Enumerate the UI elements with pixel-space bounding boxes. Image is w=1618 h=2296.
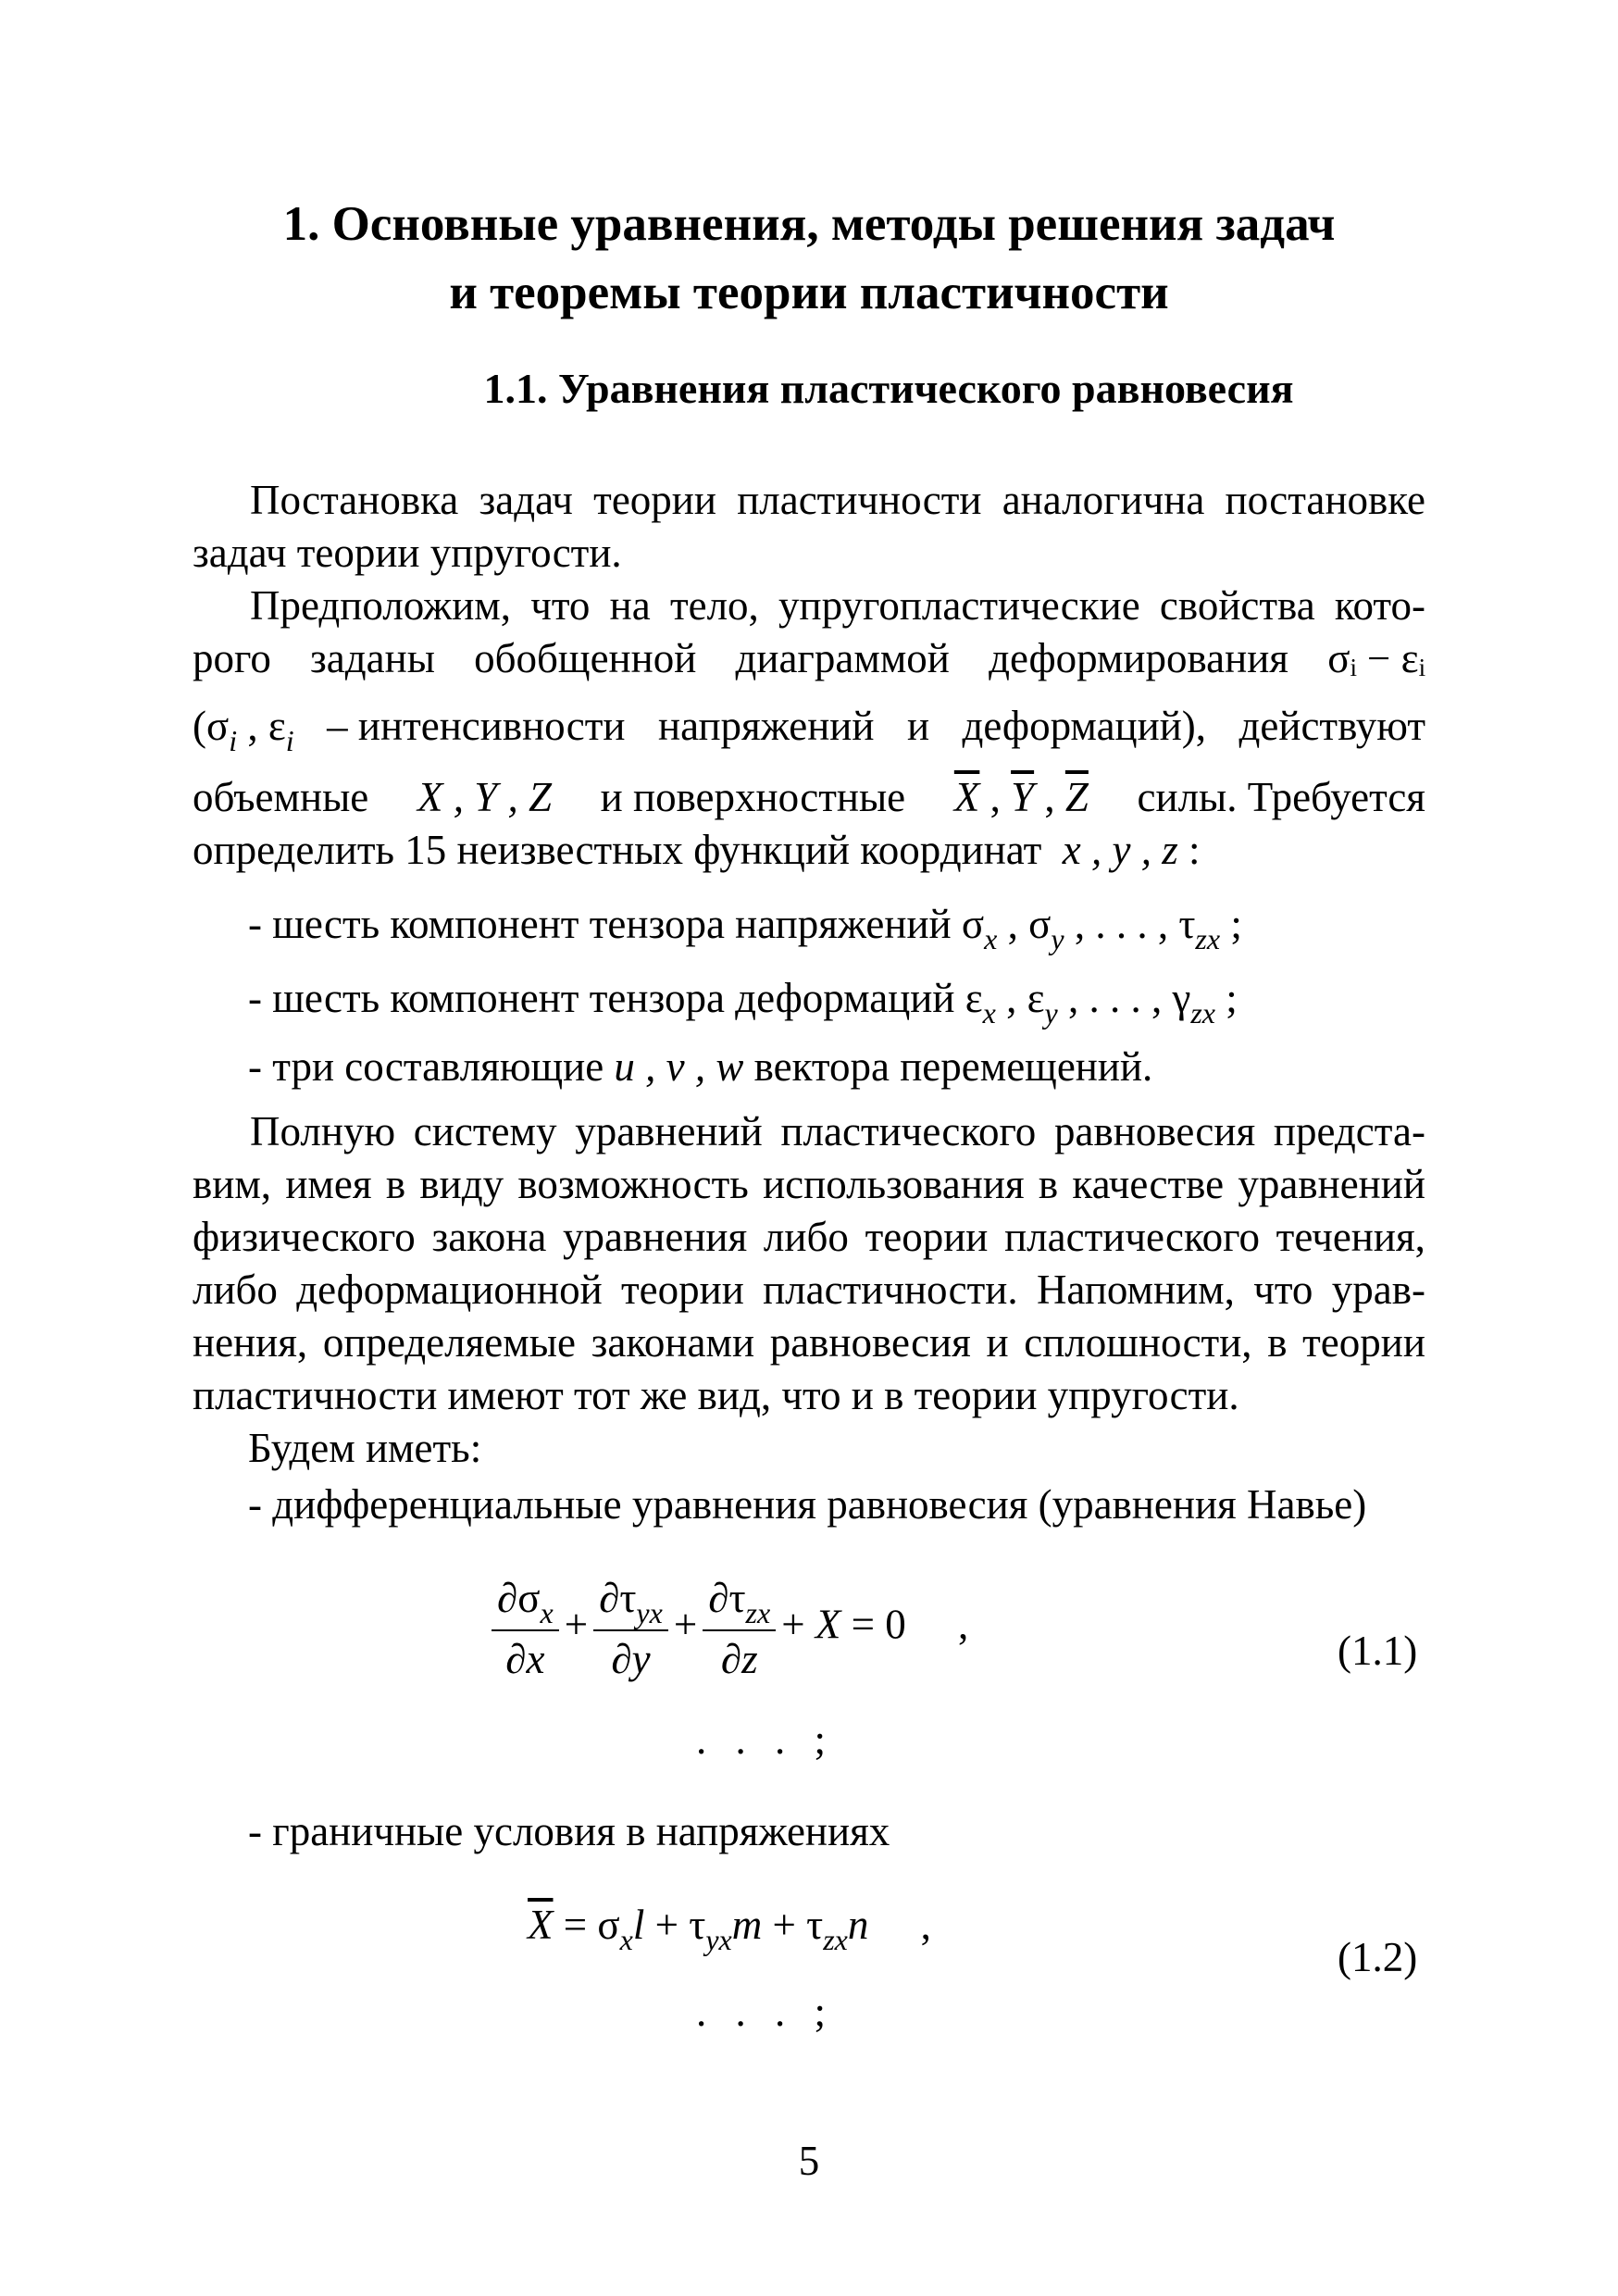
list-item-stresses: - шесть компонент тензора напряжений $\sigma_x$ , $\sigma_y$ , . . . , $\tau_{zx}$ ; [248,901,1242,955]
word: Предположим, [250,582,511,629]
word: пластичности [737,477,982,523]
page-number: 5 [798,2138,820,2184]
paragraph-5: - дифференциальные уравнения равновесия (уравнения Навье) [248,1481,1367,1528]
paragraph-2-line-5: определить 15 неизвестных функций координат x , y , z : [193,827,1201,873]
word: на [609,582,651,629]
word: объемные [193,774,369,820]
word: аналогична [1002,477,1205,523]
word: теории [593,477,716,523]
word: что [530,582,591,629]
word: диаграммой [735,635,950,681]
paragraph-1 [193,474,1425,580]
paragraph-3-line-4: либо деформационной теории пластичности. Напомним, что урав- [193,1267,1425,1313]
fraction-dtau-dz: $\frac{\partial\tau_{zx}}{\partial z}$ [703,1574,776,1683]
word: действуют [1238,703,1425,749]
paragraph-3 [193,1105,1425,1422]
equation-continuation-1: . . . ; [696,1716,836,1763]
boundary-condition-equation: $\overline{X} = \sigma_xl + \tau_{yx}m + \tau_{zx}n$ , [528,1902,931,1956]
word: постановке [1225,477,1425,523]
volume-forces: X , Y , Z [417,774,552,820]
list-item-strains: - шесть компонент тензора деформаций $\varepsilon_x$ , $\varepsilon_y$ , . . . , $\gamma_{zx}$ ; [248,975,1238,1029]
word: свойства [1159,582,1315,629]
paragraph-2-line-3 [193,700,1425,756]
word: задач [479,477,573,523]
paragraph-6: - граничные условия в напряжениях [248,1808,890,1854]
word: и [906,703,930,749]
surface-forces: $\overline{X}$ , $\overline{Y}$ , $\overline{Z}$ [953,774,1089,820]
word: тело, [669,582,759,629]
word: заданы [310,635,435,681]
word: деформаций), [962,703,1207,749]
paragraph-1-line-2: задач теории упругости. [193,530,622,576]
paragraph-3-line-1: Полную систему уравнений пластического равновесия предста- [250,1108,1425,1154]
word: напряжений [658,703,875,749]
chapter-title [185,190,1433,327]
paragraph-2-line-2 [193,632,1425,685]
word: Постановка [250,477,459,523]
equation-continuation-2: . . . ; [696,1989,836,2035]
word: деформирования [989,635,1289,681]
paragraph-3-line-2: вим, имея в виду возможность использования в качестве уравнений [193,1161,1425,1207]
paragraph-3-line-6: пластичности имеют тот же вид, что и в теории упругости. [193,1372,1239,1418]
word: – интенсивности [327,703,626,749]
word: силы. Требуется [1137,774,1425,820]
list-item-displacements: - три составляющие u , v , w вектора перемещений. [248,1043,1153,1090]
word: и поверхностные [600,774,906,820]
word: обобщенной [474,635,697,681]
sigma-epsilon-diagram-formula: σᵢ − εᵢ [1327,635,1425,681]
intensity-symbols: ($\sigma_i$ , $\varepsilon_i$ [193,703,294,757]
fraction-dsigma-dx: $\frac{\partial\sigma_x}{\partial x}$ [492,1574,559,1683]
equation-number-1-2: (1.2) [1338,1934,1418,1980]
paragraph-2-line-4 [193,771,1425,824]
section-title: 1.1. Уравнения пластического равновесия [483,365,1294,412]
paragraph-4: Будем иметь: [248,1425,482,1471]
equation-number-1-1: (1.1) [1338,1628,1418,1674]
paragraph-2 [193,580,1425,877]
paragraph-1-line-1 [193,474,1425,527]
paragraph-2-line-1 [193,580,1425,632]
paragraph-3-line-3: физического закона уравнения либо теории пластического течения, [193,1214,1425,1260]
word: кото- [1334,582,1425,629]
chapter-title-line-2: и теоремы теории пластичности [449,266,1169,319]
fraction-dtau-dy: $\frac{\partial\tau_{yx}}{\partial y}$ [593,1574,668,1683]
word: упругопластические [778,582,1140,629]
equilibrium-equation: $\frac{\partial\sigma_x}{\partial x}$ + $\frac{\partial\tau_{yx}}{\partial y}$ + $\frac{\partial\tau_{zx}}{\partial z}$ + X = 0 , [486,1574,968,1683]
chapter-title-line-1: 1. Основные уравнения, методы решения задач [282,197,1336,251]
word: рого [193,635,271,681]
paragraph-3-line-5: нения, определяемые законами равновесия и сплошности, в теории [193,1319,1425,1366]
